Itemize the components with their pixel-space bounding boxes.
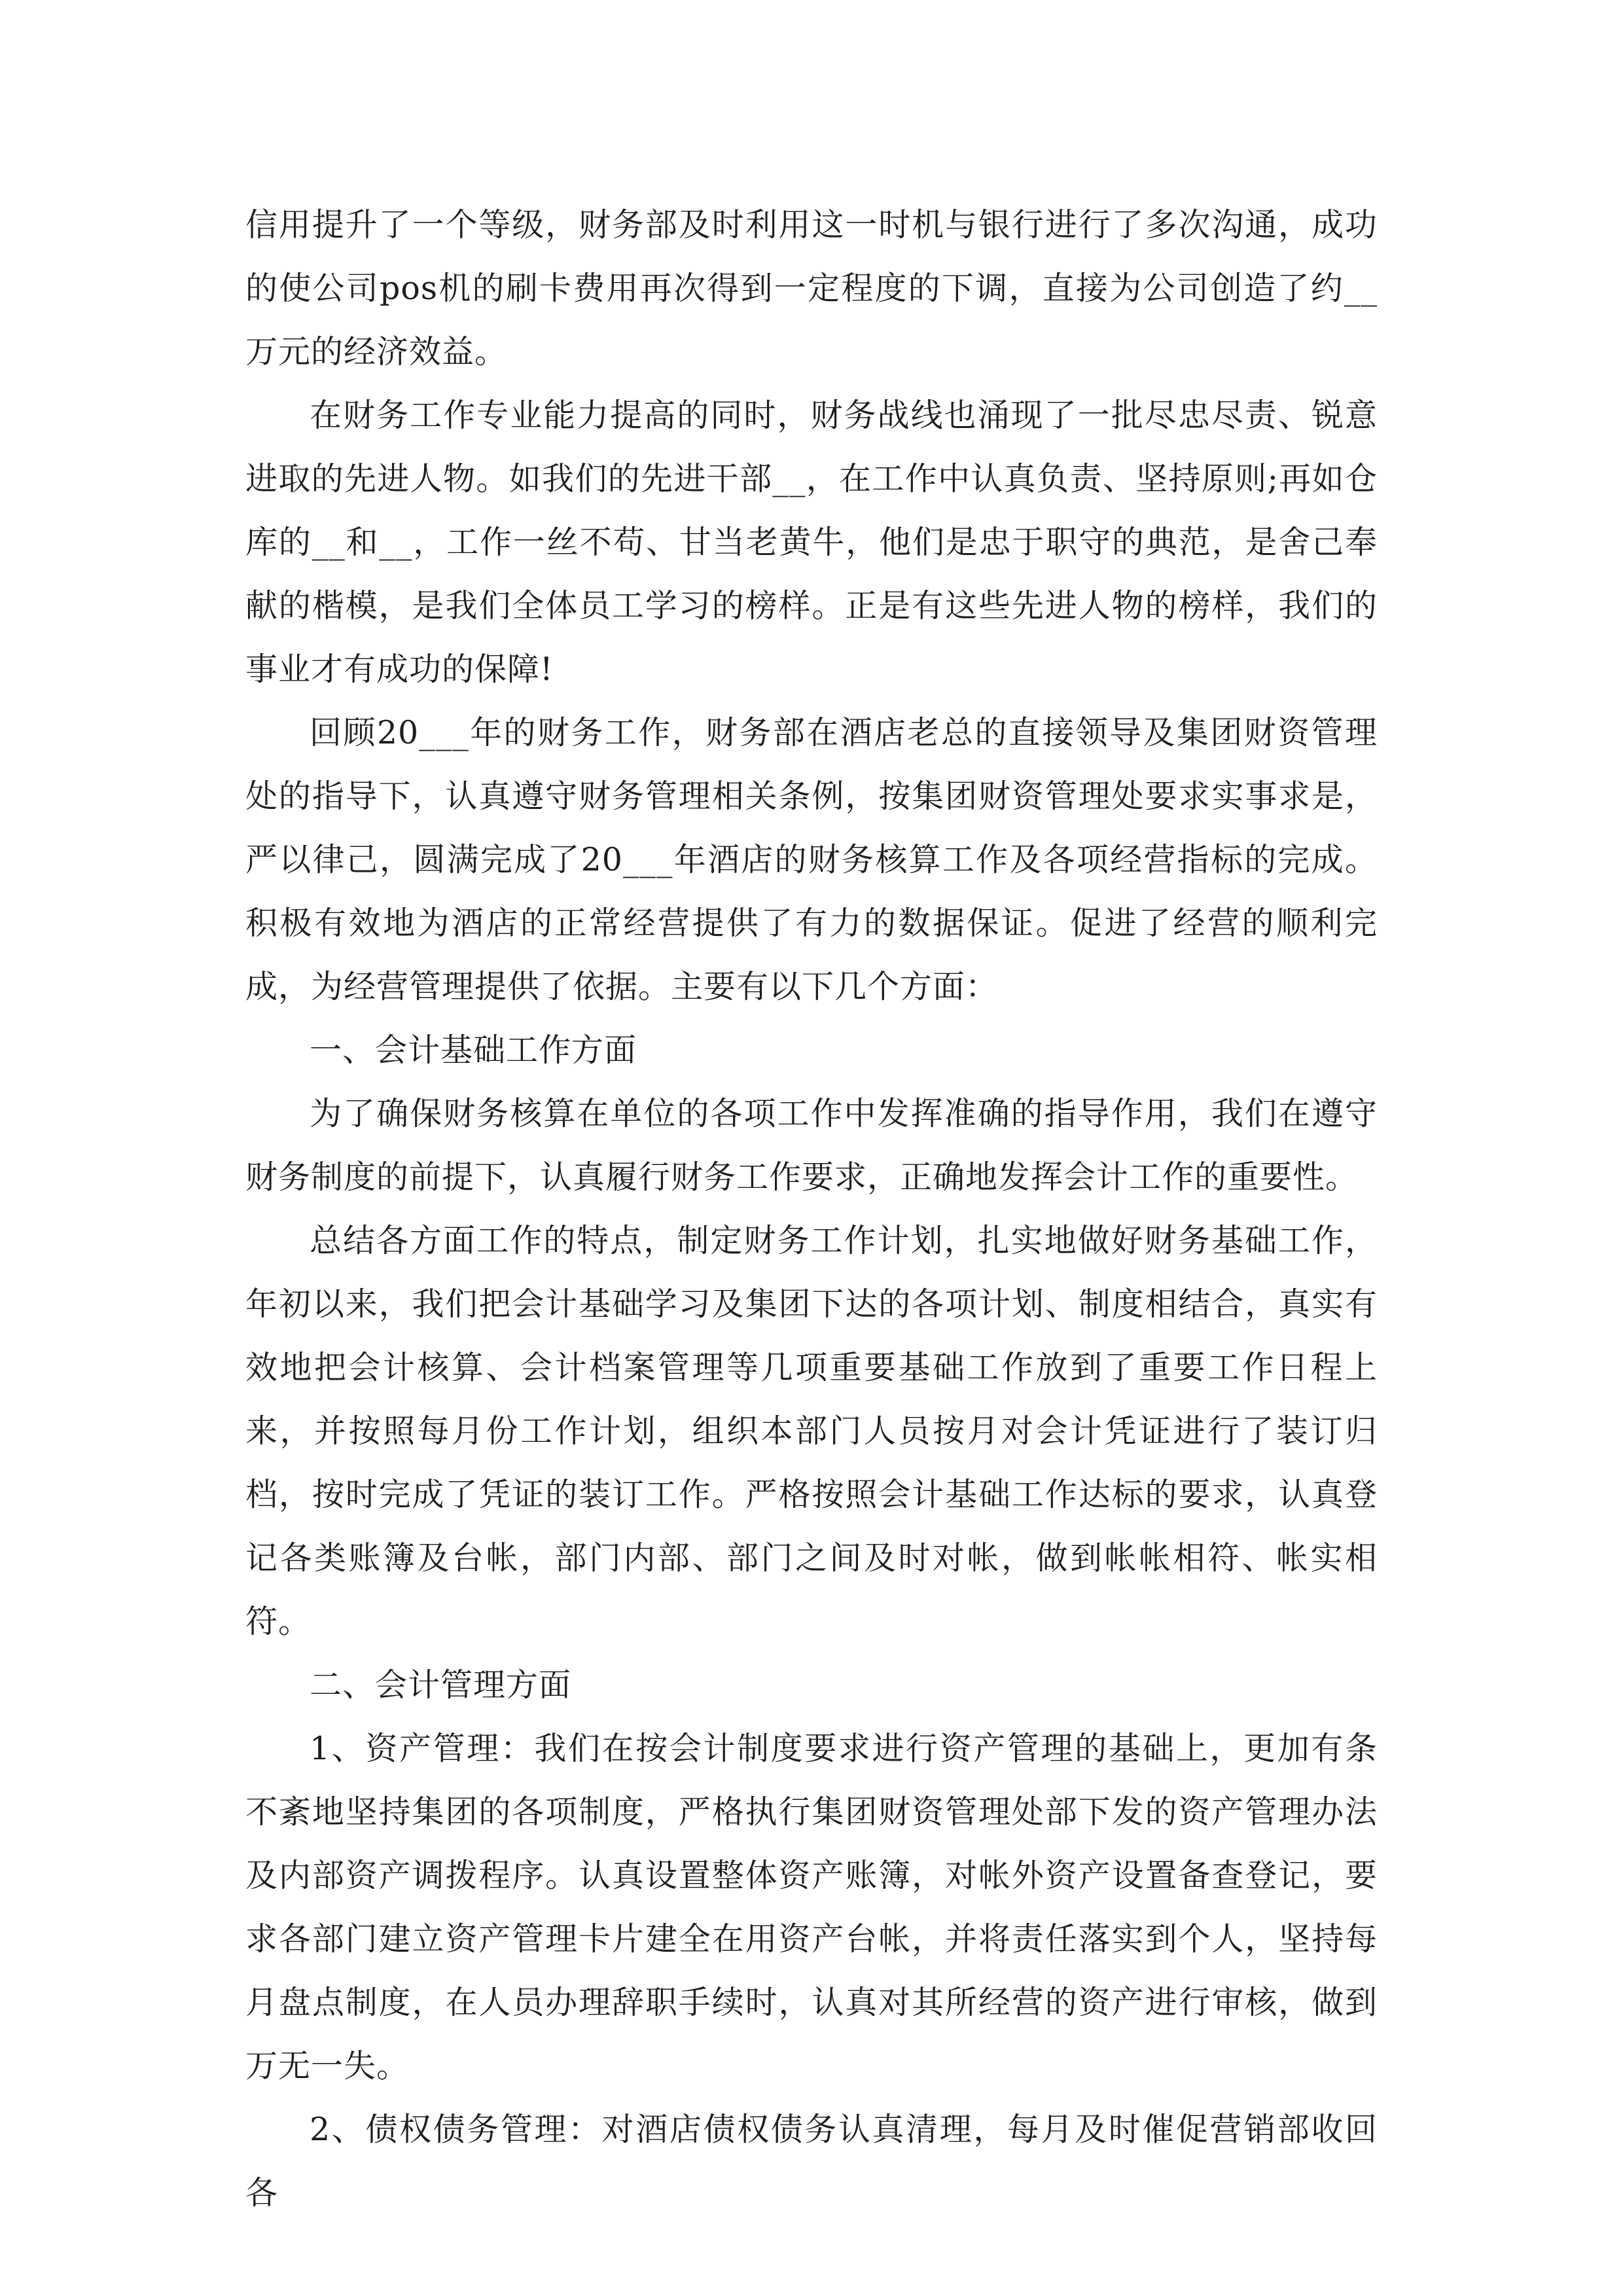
paragraph-advanced-staff: 在财务工作专业能力提高的同时，财务战线也涌现了一批尽忠尽责、锐意进取的先进人物。如我们的先进干部__，在工作中认真负责、坚持原则;再如仓库的__和__，工作一丝不苟、甘当老黄牛，他们是忠于职守的典范，是舍己奉献的楷模，是我们全体员工学习的榜样。正是有这些先进人物的榜样，我们的事业才有成功的保障! xyxy=(245,397,1378,688)
paragraph-bank-negotiation: 信用提升了一个等级，财务部及时利用这一时机与银行进行了多次沟通，成功的使公司pos机的刷卡费用再次得到一定程度的下调，直接为公司创造了约__万元的经济效益。 xyxy=(245,206,1378,370)
paragraph-debt-management: 2、债权债务管理：对酒店债权债务认真清理，每月及时催促营销部收回各 xyxy=(245,2111,1378,2212)
section-heading-accounting-management: 二、会计管理方面 xyxy=(310,1666,572,1704)
paragraph-work-plan: 总结各方面工作的特点，制定财务工作计划，扎实地做好财务基础工作，年初以来，我们把会计基础学习及集团下达的各项计划、制度相结合，真实有效地把会计核算、会计档案管理等几项重要基础工作放到了重要工作日程上来，并按照每月份工作计划，组织本部门人员按月对会计凭证进行了装订归档，按时完成了凭证的装订工作。严格按照会计基础工作达标的要求，认真登记各类账簿及台帐，部门内部、部门之间及时对帐，做到帐帐相符、帐实相符。 xyxy=(245,1222,1378,1640)
document-body xyxy=(245,193,1378,2225)
section-heading-accounting-basics: 一、会计基础工作方面 xyxy=(310,1031,637,1069)
paragraph-accounting-guidance: 为了确保财务核算在单位的各项工作中发挥准确的指导作用，我们在遵守财务制度的前提下，认真履行财务工作要求，正确地发挥会计工作的重要性。 xyxy=(245,1095,1378,1196)
paragraph-annual-review: 回顾20___年的财务工作，财务部在酒店老总的直接领导及集团财资管理处的指导下，认真遵守财务管理相关条例，按集团财资管理处要求实事求是，严以律己，圆满完成了20___年酒店的财务核算工作及各项经营指标的完成。积极有效地为酒店的正常经营提供了有力的数据保证。促进了经营的顺利完成，为经营管理提供了依据。主要有以下几个方面： xyxy=(245,714,1378,1005)
paragraph-asset-management: 1、资产管理：我们在按会计制度要求进行资产管理的基础上，更加有条不紊地坚持集团的各项制度，严格执行集团财资管理处部下发的资产管理办法及内部资产调拨程序。认真设置整体资产账簿，对帐外资产设置备查登记，要求各部门建立资产管理卡片建全在用资产台帐，并将责任落实到个人，坚持每月盘点制度，在人员办理辞职手续时，认真对其所经营的资产进行审核，做到万无一失。 xyxy=(245,1730,1378,2085)
